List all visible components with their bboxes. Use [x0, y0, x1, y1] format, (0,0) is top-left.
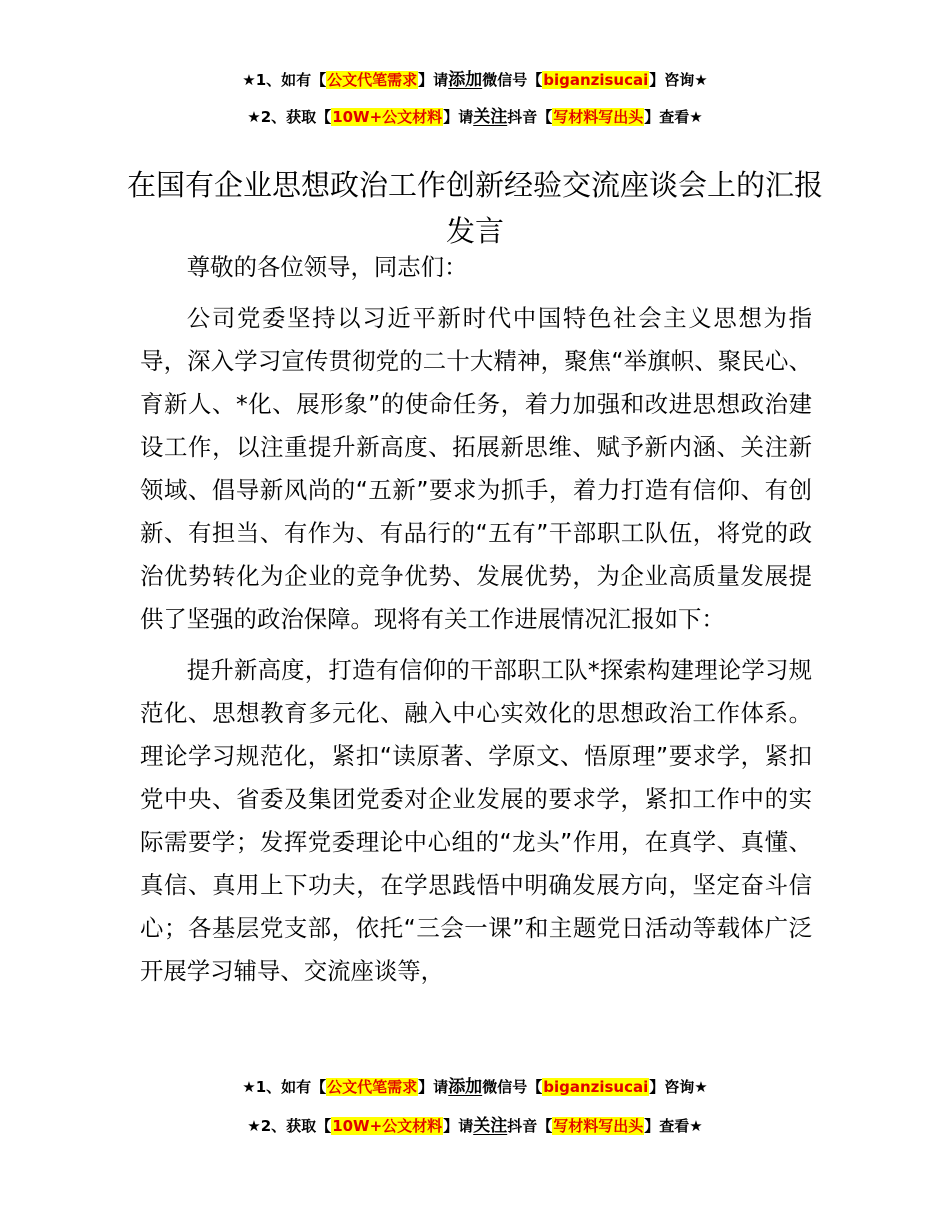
salutation: 尊敬的各位领导，同志们：: [186, 253, 468, 281]
banner-text: ★2、获取【: [247, 1117, 332, 1135]
emphasis-text: 添加: [448, 1077, 483, 1097]
banner-text: 】咨询★: [649, 1078, 708, 1096]
banner-text: 微信号【: [482, 1078, 543, 1096]
highlight-wechat-id: biganzisucai: [543, 71, 649, 89]
banner-text: 】查看★: [644, 108, 703, 126]
highlight-wechat-id: biganzisucai: [543, 1078, 649, 1096]
banner-text: 】请: [443, 1117, 474, 1135]
banner-text: ★1、如有【: [242, 1078, 327, 1096]
emphasis-text: 关注: [473, 1116, 508, 1136]
emphasis-text: 关注: [473, 107, 508, 127]
banner-text: 微信号【: [482, 71, 543, 89]
banner-text: 】查看★: [644, 1117, 703, 1135]
banner-text: 】请: [443, 108, 474, 126]
highlight-text: 10W+公文材料: [332, 108, 443, 126]
footer-banner-line-2: [0, 1116, 950, 1136]
header-banner-line-1: [0, 70, 950, 90]
highlight-account: 写材料写出头: [553, 1117, 644, 1135]
paragraph: 公司党委坚持以习近平新时代中国特色社会主义思想为指导，深入学习宣传贯彻党的二十大精神，聚焦“举旗帜、聚民心、育新人、*化、展形象”的使命任务，着力加强和改进思想政治建设工作，以注重提升新高度、拓展新思维、赋予新内涵、关注新领域、倡导新风尚的“五新”要求为抓手，着力打造有信仰、有创新、有担当、有作为、有品行的“五有”干部职工队伍，将党的政治优势转化为企业的竞争优势、发展优势，为企业高质量发展提供了坚强的政治保障。现将有关工作进展情况汇报如下：: [140, 304, 812, 633]
highlight-text: 公文代笔需求: [327, 1078, 418, 1096]
highlight-text: 公文代笔需求: [327, 71, 418, 89]
banner-text: 】请: [418, 71, 449, 89]
paragraph: 提升新高度，打造有信仰的干部职工队*探索构建理论学习规范化、思想教育多元化、融入中心实效化的思想政治工作体系。理论学习规范化，紧扣“读原著、学原文、悟原理”要求学，紧扣党中央、省委及集团党委对企业发展的要求学，紧扣工作中的实际需要学；发挥党委理论中心组的“龙头”作用，在真学、真懂、真信、真用上下功夫，在学思践悟中明确发展方向，坚定奋斗信心；各基层党支部，依托“三会一课”和主题党日活动等载体广泛开展学习辅导、交流座谈等，: [140, 656, 812, 985]
banner-text: 】咨询★: [649, 71, 708, 89]
header-banner-line-2: [0, 107, 950, 127]
document-title: 在国有企业思想政治工作创新经验交流座谈会上的汇报发言: [126, 168, 823, 249]
banner-text: ★2、获取【: [247, 108, 332, 126]
emphasis-text: 添加: [448, 70, 483, 90]
highlight-text: 10W+公文材料: [332, 1117, 443, 1135]
banner-text: 】请: [418, 1078, 449, 1096]
banner-text: ★1、如有【: [242, 71, 327, 89]
banner-text: 抖音【: [507, 108, 553, 126]
banner-text: 抖音【: [507, 1117, 553, 1135]
highlight-account: 写材料写出头: [553, 108, 644, 126]
document-body: [140, 246, 812, 993]
footer-banner-line-1: [0, 1077, 950, 1097]
